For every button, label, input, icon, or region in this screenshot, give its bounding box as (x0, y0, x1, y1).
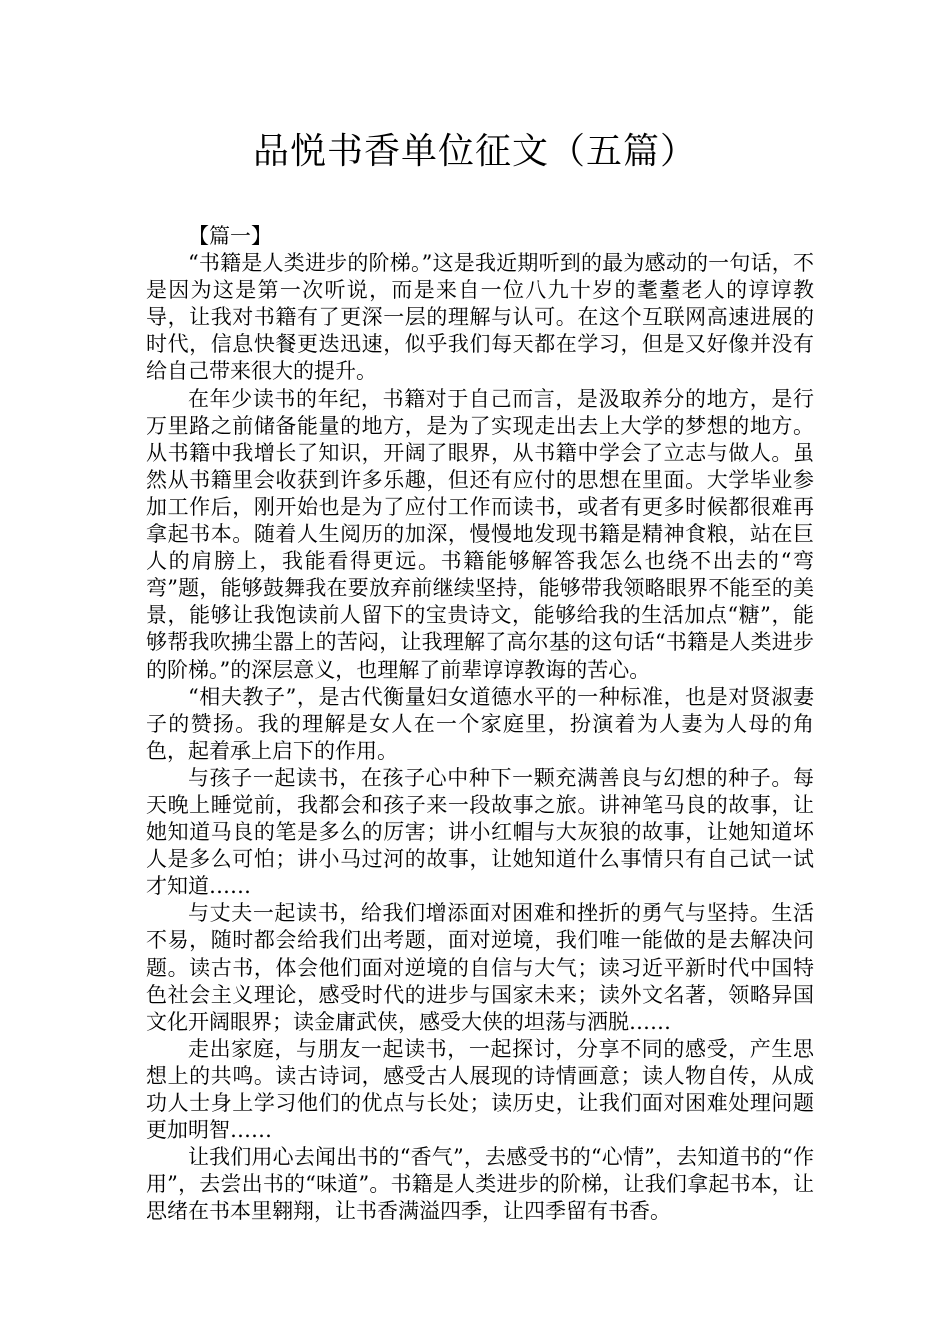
section-label: 【篇一】 (188, 224, 272, 248)
paragraph: “相夫教子”，是古代衡量妇女道德水平的一种标准，也是对贤淑妻子的赞扬。我的理解是女人在一个家庭里，扮演着为人妻为人母的角色，起着承上启下的作用。 (146, 684, 814, 763)
document-title: 品悦书香单位征文（五篇） (252, 131, 697, 172)
paragraph: 在年少读书的年纪，书籍对于自己而言，是汲取养分的地方，是行万里路之前储备能量的地方，是为了实现走出去上大学的梦想的地方。从书籍中我增长了知识，开阔了眼界，从书籍中学会了立志与做人。虽然从书籍里会收获到许多乐趣，但还有应付的思想在里面。大学毕业参加工作后，刚开始也是为了应付工作而读书，或者有更多时候都很难再拿起书本。随着人生阅历的加深，慢慢地发现书籍是精神食粮，站在巨人的肩膀上，我能看得更远。书籍能够解答我怎么也绕不出去的“弯弯”题，能够鼓舞我在要放弃前继续坚持，能够带我领略眼界不能至的美景，能够让我饱读前人留下的宝贵诗文，能够给我的生活加点“糖”，能够帮我吹拂尘嚣上的苦闷，让我理解了高尔基的这句话“书籍是人类进步的阶梯。”的深层意义，也理解了前辈谆谆教诲的苦心。 (146, 386, 814, 682)
document-body (146, 223, 814, 1225)
paragraph: “书籍是人类进步的阶梯。”这是我近期听到的最为感动的一句话，不是因为这是第一次听说，而是来自一位八九十岁的耄耋老人的谆谆教导，让我对书籍有了更深一层的理解与认可。在这个互联网高速进展的时代，信息快餐更迭迅速，似乎我们每天都在学习，但是又好像并没有给自己带来很大的提升。 (146, 251, 814, 384)
paragraph: 让我们用心去闻出书的“香气”，去感受书的“心情”，去知道书的“作用”，去尝出书的“味道”。书籍是人类进步的阶梯，让我们拿起书本，让思绪在书本里翱翔，让书香满溢四季，让四季留有书香。 (146, 1145, 814, 1224)
paragraph: 走出家庭，与朋友一起读书，一起探讨，分享不同的感受，产生思想上的共鸣。读古诗词，感受古人展现的诗情画意；读人物自传，从成功人士身上学习他们的优点与长处；读历史，让我们面对困难处理问题更加明智…… (146, 1036, 814, 1143)
paragraph: 与孩子一起读书，在孩子心中种下一颗充满善良与幻想的种子。每天晚上睡觉前，我都会和孩子来一段故事之旅。讲神笔马良的故事，让她知道马良的笔是多么的厉害；讲小红帽与大灰狼的故事，让她知道坏人是多么可怕；讲小马过河的故事，让她知道什么事情只有自己试一试才知道…… (146, 765, 814, 899)
paragraph: 与丈夫一起读书，给我们增添面对困难和挫折的勇气与坚持。生活不易，随时都会给我们出考题，面对逆境，我们唯一能做的是去解决问题。读古书，体会他们面对逆境的自信与大气；读习近平新时代中国特色社会主义理论，感受时代的进步与国家未来；读外文名著，领略异国文化开阔眼界；读金庸武侠，感受大侠的坦荡与洒脱…… (146, 901, 814, 1034)
